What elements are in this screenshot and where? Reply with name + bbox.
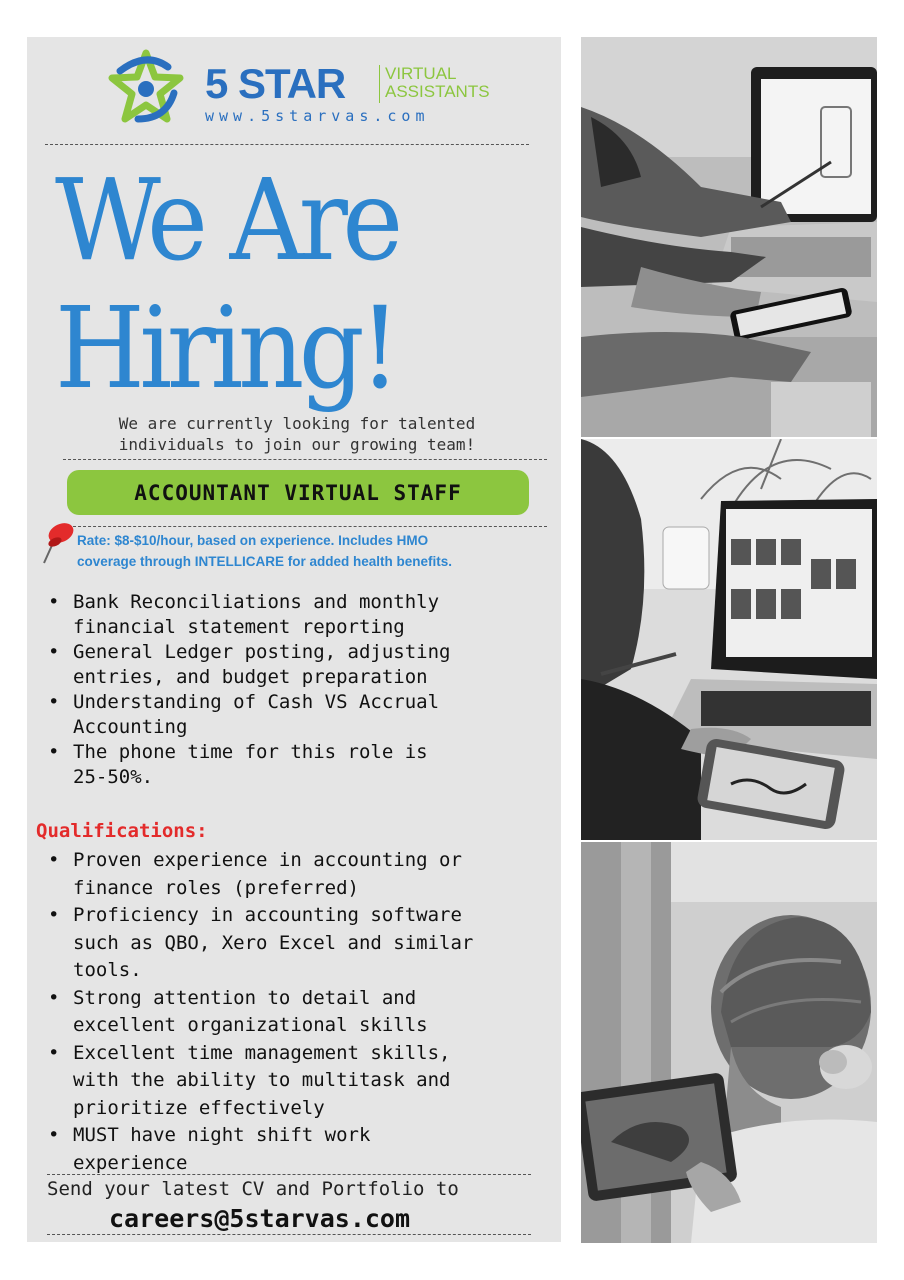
list-item-line: tools.	[73, 959, 142, 981]
list-item	[35, 740, 555, 790]
star-logo-icon	[108, 49, 184, 125]
divider	[47, 1174, 531, 1175]
list-item-line: • Excellent time management skills,	[73, 1041, 451, 1064]
divider	[45, 144, 529, 145]
headline-line1: We Are	[55, 156, 398, 286]
list-item	[35, 902, 555, 985]
list-item-line: • Strong attention to detail and	[73, 986, 417, 1009]
rate-line1: Rate: $8-$10/hour, based on experience. Includes HMO	[77, 533, 429, 548]
list-item-line: • The phone time for this role is	[73, 741, 428, 763]
list-item-line: • General Ledger posting, adjusting	[73, 641, 451, 663]
list-item-line: excellent organizational skills	[73, 1014, 428, 1036]
brand-name: 5 STAR	[205, 60, 346, 107]
list-item-line: • Proven experience in accounting or	[73, 849, 462, 871]
photo-woman-tablet-icon	[581, 842, 877, 1243]
list-item	[35, 590, 555, 640]
brand-subtitle-line1: VIRTUAL	[385, 64, 457, 83]
divider	[63, 459, 547, 460]
photo-laptop-phone-icon	[581, 37, 877, 437]
headline	[55, 157, 441, 413]
brand-url: www.5starvas.com	[205, 107, 430, 125]
list-item-line: • Bank Reconciliations and monthly	[73, 591, 440, 613]
list-item-line: experience	[73, 1151, 188, 1174]
list-item-line: entries, and budget preparation	[73, 666, 428, 688]
list-item-line: 25-50%.	[73, 766, 154, 788]
list-item-line: such as QBO, Xero Excel and similar	[73, 931, 474, 954]
list-item-line: with the ability to multitask and	[73, 1069, 451, 1091]
list-item	[35, 985, 555, 1040]
list-item	[35, 1040, 555, 1123]
brand-subtitle	[385, 65, 490, 101]
photo-laptop-desk-icon	[581, 439, 877, 840]
brand-subtitle-line2: ASSISTANTS	[385, 82, 490, 101]
contact-email-link[interactable]: careers@5starvas.com	[109, 1204, 411, 1233]
headline-line2: Hiring!	[55, 284, 396, 414]
flyer-panel	[27, 37, 561, 1242]
cta-text: Send your latest CV and Portfolio to	[47, 1178, 459, 1200]
divider	[63, 526, 547, 527]
divider	[47, 1234, 531, 1235]
rate-info	[77, 530, 557, 572]
intro-line1: We are currently looking for talented	[118, 414, 476, 433]
brand-divider	[379, 65, 380, 103]
list-item-line: finance roles (preferred)	[73, 876, 359, 899]
list-item	[35, 690, 555, 740]
rate-line2: coverage through INTELLICARE for added health benefits.	[77, 554, 453, 569]
list-item-line: • Understanding of Cash VS Accrual	[73, 691, 440, 713]
pushpin-icon	[41, 521, 77, 565]
list-item	[35, 640, 555, 690]
qualifications-heading: Qualifications:	[36, 820, 208, 842]
qualifications-list	[35, 847, 555, 1177]
intro-line2: individuals to join our growing team!	[118, 435, 476, 454]
list-item	[35, 847, 555, 902]
intro-text	[57, 413, 537, 455]
list-item-line: • MUST have night shift work	[73, 1124, 371, 1146]
duties-list	[35, 590, 555, 790]
list-item-line: financial statement reporting	[73, 616, 405, 638]
role-title-badge: ACCOUNTANT VIRTUAL STAFF	[67, 470, 529, 515]
list-item-line: • Proficiency in accounting software	[73, 904, 462, 926]
list-item-line: prioritize effectively	[73, 1096, 325, 1119]
list-item-line: Accounting	[73, 716, 188, 738]
list-item	[35, 1122, 555, 1177]
